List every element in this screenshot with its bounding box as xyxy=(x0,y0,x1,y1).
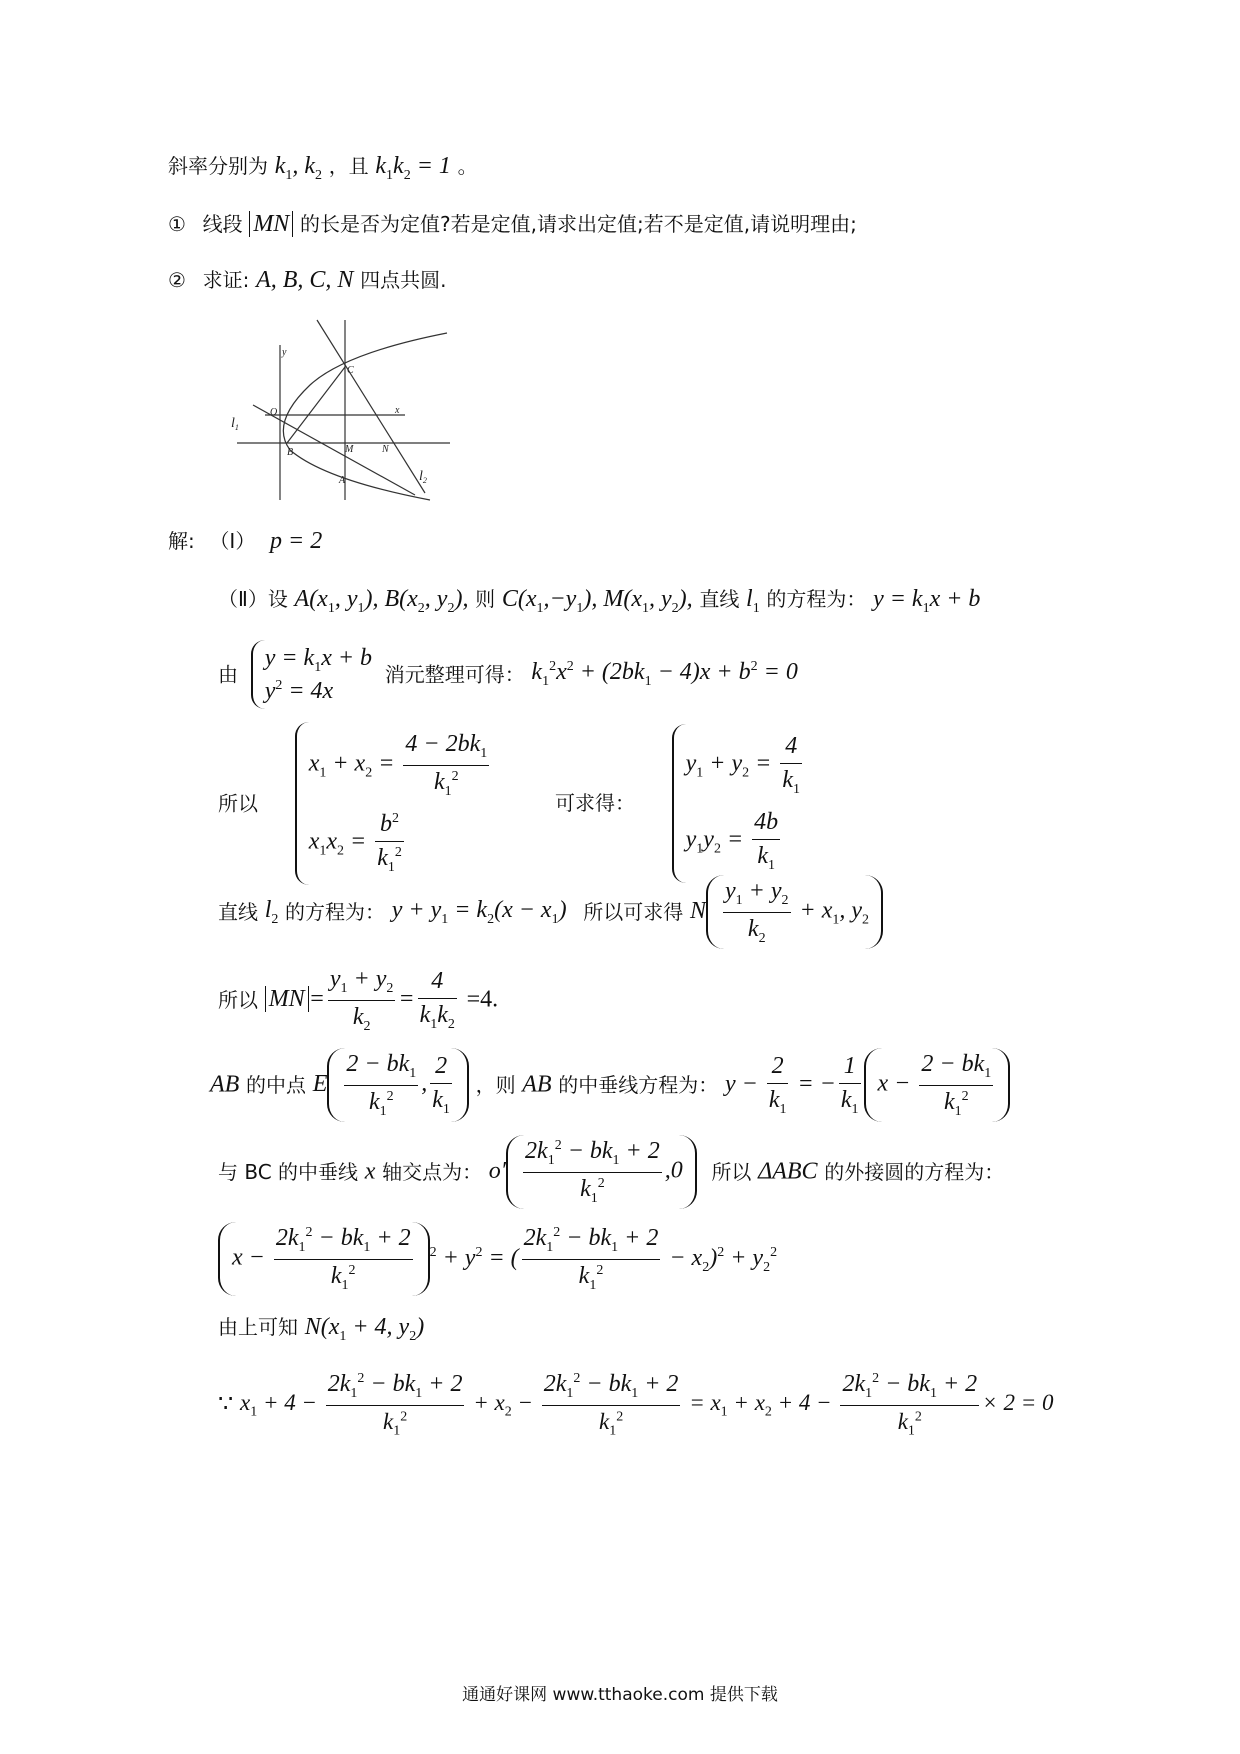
eq-label: 的方程为： xyxy=(766,587,867,611)
part-1-label: （Ⅰ） xyxy=(209,529,256,553)
mn-calc: MN = $\frac{y_1 + y_2}{k_2}$ = $\frac{4}{k_1k_2}$ xyxy=(265,986,460,1012)
n-known-row xyxy=(218,1313,424,1346)
page-footer: 通通好课网 www.tthaoke.com 提供下载 xyxy=(462,1685,778,1705)
q1-text-a: 线段 xyxy=(202,212,243,236)
line-l2 xyxy=(317,320,425,493)
vieta-x-brace: $x_1 + x_2$ = $\frac{4 - 2bk_1}{k_1^2}$ $x_1x_2$ = $\frac{b^2}{k_1^2}$ xyxy=(295,722,493,885)
verify-equation: $x_1 + 4$ − $\frac{2k_1^2 - bk_1 + 2}{k_1^2}$ + $x_2$ − $\frac{2k_1^2 - bk_1 + 2}{k_1^2}$ = $x_1 + x_2 + 4$ − $\frac{2k_1^2 - bk_1 + 2}{k_1^2}$ × 2 = 0 xyxy=(239,1371,1054,1439)
points-cm: $C(x_1,-y_1)$, $M(x_1$, $y_2$), xyxy=(501,586,693,616)
label-l2: $l_2$ xyxy=(419,469,427,485)
perp-eq-text: 的中垂线方程为： xyxy=(558,1073,719,1098)
so-text: 所以 xyxy=(218,791,258,816)
system-brace: $y = k_1x + b$ $y^2 = 4x$ xyxy=(251,640,372,709)
mn-abs: MN xyxy=(249,211,293,237)
ab-mid-row xyxy=(210,1048,1010,1122)
solution-label: 解: xyxy=(168,529,195,553)
x-var: x xyxy=(364,1158,376,1185)
so-mn-text: 所以 xyxy=(218,988,258,1013)
vieta-row xyxy=(218,722,811,885)
p-value: p = 2 xyxy=(270,528,323,554)
elim-text: 消元整理可得： xyxy=(384,662,525,687)
can-get-text: 可求得： xyxy=(554,791,635,816)
then-text: 则 xyxy=(475,587,496,611)
label-l1: $l_1$ xyxy=(231,416,239,432)
label-a: A xyxy=(339,475,346,486)
n-final: $N(x_1 + 4$, $y_2$) xyxy=(304,1314,425,1344)
l2-name: $l_2$ xyxy=(264,896,279,927)
q2-marker: ② xyxy=(168,268,186,292)
segment-bc xyxy=(287,367,345,443)
then-ab-text: ，则 xyxy=(475,1073,516,1098)
o-prime-coords: o′ $\frac{2k_1^2 - bk_1 + 2}{k_1^2}$ ,0 xyxy=(489,1158,697,1184)
solution-part-2-setup xyxy=(218,585,980,618)
label-b: B xyxy=(287,447,294,458)
solution-part-1 xyxy=(168,527,322,556)
circle-equation: x − $\frac{2k_1^2 - bk_1 + 2}{k_1^2}$ $^2 + y^2$ = ( $\frac{2k_1^2 - bk_1 + 2}{k_1^2}$ − $x_2)^2 + y_2^2$ xyxy=(218,1245,777,1271)
circle-text: 所以 xyxy=(711,1160,752,1185)
bc-row xyxy=(218,1135,1004,1209)
intro-mid: ，且 xyxy=(328,154,369,178)
label-n: N xyxy=(382,444,389,455)
l2-equation: $y + y_1 = k_2(x - x_1)$ xyxy=(391,896,567,927)
intro-line xyxy=(168,152,478,185)
because-symbol: ∵ xyxy=(218,1391,234,1418)
n-coords: N $\frac{y_1 + y_2}{k_2}$ + $x_1$, $y_2$ xyxy=(690,898,883,924)
by-text: 由 xyxy=(218,662,238,687)
label-c: C xyxy=(347,365,354,376)
q1-marker: ① xyxy=(168,212,186,236)
label-m: M xyxy=(345,444,354,455)
system-row xyxy=(218,640,798,709)
ab-label: AB xyxy=(210,1071,240,1098)
points-def: $A(x_1$, $y_1$), $B(x_2$, $y_2$), xyxy=(294,586,469,616)
part-2-label: （Ⅱ）设 xyxy=(218,587,288,611)
from-above-text: 由上可知 xyxy=(218,1315,298,1339)
mn-result: =4. xyxy=(466,986,499,1013)
parabola-figure xyxy=(225,315,455,505)
l2-row xyxy=(218,875,883,949)
line-l1 xyxy=(253,405,415,495)
q1-text-b: 的长是否为定值?若是定值,请求出定值;若不是定值,请说明理由; xyxy=(300,212,857,236)
q2-points: A, B, C, N xyxy=(256,267,354,293)
ab-mid-text: 的中点 xyxy=(246,1073,307,1098)
circle-eq-row xyxy=(218,1222,777,1296)
q2-text-b: 四点共圆. xyxy=(360,268,447,292)
mn-row xyxy=(218,965,498,1035)
ab-label-2: AB xyxy=(522,1071,552,1098)
quadratic-eq: $k_1^2x^2 + (2bk_1 - 4)x + b^2 = 0$ xyxy=(531,659,798,690)
perp-equation: y − $\frac{2}{k_1}$ = − $\frac{1}{k_1}$ x − $\frac{2 - bk_1}{k_1^2}$ xyxy=(725,1071,1010,1097)
intro-end: 。 xyxy=(457,154,478,178)
l1-name: $l_1$ xyxy=(746,586,760,616)
q2-text-a: 求证: xyxy=(202,268,250,292)
label-o: O xyxy=(270,407,278,418)
e-coords: E $\frac{2 - bk_1}{k_1^2}$ , $\frac{2}{k_1}$ xyxy=(313,1071,469,1097)
l1-equation: $y = k_1x + b$ xyxy=(873,586,981,616)
label-x: x xyxy=(395,405,400,416)
slope-product: $k_1k_2 = 1$ xyxy=(375,153,451,183)
verify-row xyxy=(218,1370,1053,1440)
x-axis-meet-text: 轴交点为： xyxy=(382,1160,483,1185)
triangle-abc: ΔABC xyxy=(758,1158,818,1185)
bc-text: 与 BC 的中垂线 xyxy=(218,1160,359,1185)
l2-eq-label: 的方程为： xyxy=(285,900,386,925)
intro-text: 斜率分别为 xyxy=(168,154,268,178)
vieta-y-brace: $y_1 + y_2$ = $\frac{4}{k_1}$ $y_1y_2$ = $\frac{4b}{k_1}$ xyxy=(672,724,805,883)
circle-text-2: 的外接圆的方程为： xyxy=(824,1160,1005,1185)
so-get-n-text: 所以可求得 xyxy=(583,900,684,925)
label-y: y xyxy=(282,347,287,358)
line-text: 直线 xyxy=(699,587,740,611)
question-1 xyxy=(168,210,857,239)
l2-line-text: 直线 xyxy=(218,900,258,925)
question-2 xyxy=(168,266,446,295)
slope-vars: $k_1$, $k_2$ xyxy=(274,153,322,183)
